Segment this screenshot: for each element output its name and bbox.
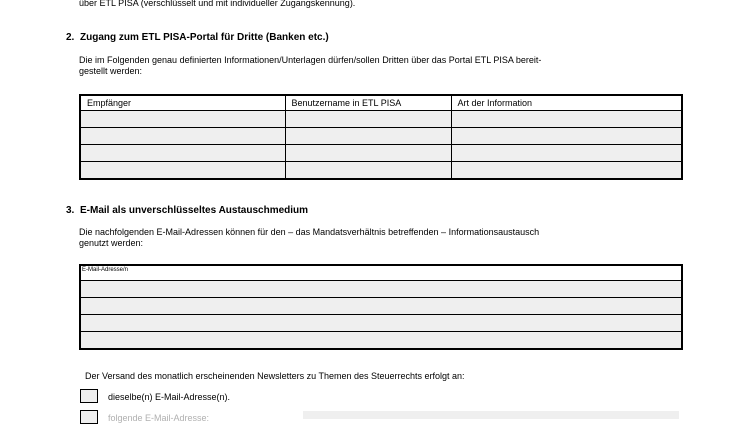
recipients-table [79,94,683,180]
username-cell[interactable] [285,162,451,180]
column-header-username: Benutzername in ETL PISA [285,95,451,111]
table-row [80,128,682,145]
same-email-checkbox[interactable] [80,389,98,403]
column-header-info-type: Art der Information [451,95,682,111]
recipient-cell[interactable] [80,111,285,128]
email-address-cell[interactable] [80,281,682,298]
table-row [80,298,682,315]
other-email-checkbox[interactable] [80,410,98,424]
info-type-cell[interactable] [451,111,682,128]
newsletter-text: Der Versand des monatlich erscheinenden Newsletters zu Themen des Steuerrechts erfolgt an: [85,371,465,381]
table-row [80,162,682,180]
email-column-header: E-Mail-Adresse/n [80,265,682,281]
email-address-cell[interactable] [80,332,682,350]
other-email-input[interactable] [303,411,679,419]
info-type-cell[interactable] [451,145,682,162]
intro-tail-text: über ETL PISA (verschlüsselt und mit individueller Zugangskennung). [79,0,356,8]
email-address-cell[interactable] [80,298,682,315]
recipient-cell[interactable] [80,145,285,162]
recipients-table-header [80,95,682,111]
section-3-text-line1: Die nachfolgenden E-Mail-Adressen können für den – das Mandatsverhältnis betreffenden – Informationsaustausch [79,227,540,237]
username-cell[interactable] [285,111,451,128]
info-type-cell[interactable] [451,128,682,145]
table-row [80,145,682,162]
email-table [79,264,683,350]
table-row [80,315,682,332]
table-row [80,111,682,128]
info-type-cell[interactable] [451,162,682,180]
column-header-recipient: Empfänger [80,95,285,111]
username-cell[interactable] [285,145,451,162]
section-3-number: 3. [66,205,75,216]
section-3-heading [66,205,308,217]
recipient-cell[interactable] [80,162,285,180]
table-row [80,332,682,350]
email-address-cell[interactable] [80,315,682,332]
email-table-header [80,265,682,281]
section-3-title: E-Mail als unverschlüsseltes Austauschmedium [80,205,309,216]
section-3-text-line2: genutzt werden: [79,238,144,248]
recipient-cell[interactable] [80,128,285,145]
section-2-text-line2: gestellt werden: [79,66,143,76]
section-2-heading [66,32,329,44]
section-2-title: Zugang zum ETL PISA-Portal für Dritte (Banken etc.) [80,32,329,43]
username-cell[interactable] [285,128,451,145]
section-2-number: 2. [66,32,75,43]
table-row [80,281,682,298]
same-email-label: dieselbe(n) E-Mail-Adresse(n). [108,392,231,402]
other-email-label: folgende E-Mail-Adresse: [108,413,210,423]
section-2-text-line1: Die im Folgenden genau definierten Informationen/Unterlagen dürfen/sollen Dritten über das Portal ETL PISA bereit- [79,55,542,65]
